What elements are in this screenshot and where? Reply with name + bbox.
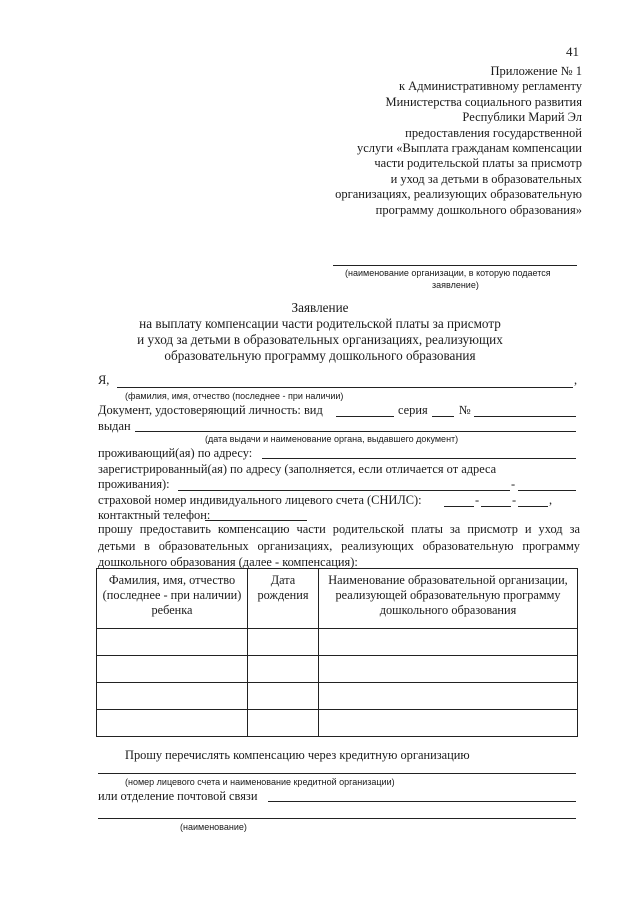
residence-label: проживания): [98, 477, 170, 491]
appendix-line: и уход за детьми в образовательных [390, 171, 582, 186]
cell-organization[interactable] [319, 629, 578, 656]
statement-heading: Заявление [291, 300, 349, 315]
cell-birthdate[interactable] [248, 710, 319, 737]
cell-organization[interactable] [319, 683, 578, 710]
cell-birthdate[interactable] [248, 656, 319, 683]
fio-caption: (фамилия, имя, отчество (последнее - при наличии) [125, 391, 344, 401]
snils-label: страховой номер индивидуального лицевого счета (СНИЛС): [98, 493, 422, 507]
issued-field[interactable] [135, 431, 576, 432]
fio-field[interactable] [117, 387, 573, 388]
doc-type-field[interactable] [336, 416, 394, 417]
request-paragraph: прошу предоставить компенсацию части родительской платы за присмотр и уход за детьми в образовательных организациях, реализующих образовательную программу дошкольного образования (далее - компенсация): [98, 522, 580, 569]
appendix-line: организациях, реализующих образовательную [335, 187, 582, 202]
doc-label: Документ, удостоверяющий личность: вид [98, 403, 323, 417]
series-field[interactable] [432, 416, 454, 417]
cell-fio[interactable] [97, 629, 248, 656]
cell-organization[interactable] [319, 656, 578, 683]
residing-field[interactable] [262, 458, 576, 459]
table-row [97, 656, 578, 683]
ya-label: Я, [98, 373, 110, 387]
appendix-line: Министерства социального развития [385, 94, 582, 109]
org-caption-2: заявление) [432, 280, 479, 290]
col-header-organization: Наименование образовательной организации, реализующей образовательную программу дошкольного образования [319, 569, 578, 629]
title-line-3: образовательную программу дошкольного образования [164, 348, 476, 363]
number-label: № [459, 403, 471, 417]
appendix-line: Республики Марий Эл [462, 110, 582, 125]
cell-organization[interactable] [319, 710, 578, 737]
series-label: серия [398, 403, 428, 417]
cell-fio[interactable] [97, 656, 248, 683]
post-name-field[interactable] [98, 818, 576, 819]
appendix-line: к Административному регламенту [398, 79, 582, 94]
cell-birthdate[interactable] [248, 683, 319, 710]
post-label: или отделение почтовой связи [98, 789, 258, 803]
org-name-line [333, 265, 577, 266]
snils-part-2[interactable] [481, 506, 511, 507]
phone-label: контактный телефон: [98, 508, 211, 522]
registered-field-2[interactable] [518, 490, 576, 491]
snils-part-3[interactable] [518, 506, 548, 507]
ya-comma: , [574, 373, 578, 387]
appendix-line: услуги «Выплата гражданам компенсации [357, 141, 582, 156]
number-field[interactable] [474, 416, 576, 417]
residing-label: проживающий(ая) по адресу: [98, 446, 253, 460]
cell-fio[interactable] [97, 710, 248, 737]
registered-field[interactable] [178, 490, 510, 491]
post-field[interactable] [268, 801, 576, 802]
payment-request: Прошу перечислять компенсацию через кредитную организацию [125, 748, 470, 762]
snils-part-1[interactable] [444, 506, 474, 507]
title-block [0, 300, 640, 364]
appendix-line: Приложение № 1 [490, 64, 582, 78]
cell-fio[interactable] [97, 683, 248, 710]
table-row [97, 629, 578, 656]
appendix-line: программу дошкольного образования» [375, 202, 582, 217]
org-caption-1: (наименование организации, в которую подается [345, 268, 551, 278]
appendix-line: предоставления государственной [405, 125, 582, 140]
title-line-1: на выплату компенсации части родительской платы за присмотр [139, 316, 501, 331]
table-row [97, 710, 578, 737]
title-line-2: и уход за детьми в образовательных организациях, реализующих [137, 332, 503, 347]
account-field[interactable] [98, 773, 576, 774]
appendix-block [292, 64, 582, 218]
name-caption: (наименование) [180, 822, 247, 832]
table-row [97, 683, 578, 710]
col-header-birthdate: Дата рождения [248, 569, 319, 629]
page-number: 41 [566, 44, 579, 59]
children-table [96, 568, 578, 737]
cell-birthdate[interactable] [248, 629, 319, 656]
appendix-line: части родительской платы за присмотр [374, 156, 582, 171]
issued-label: выдан [98, 419, 131, 433]
col-header-fio: Фамилия, имя, отчество (последнее - при наличии) ребенка [97, 569, 248, 629]
account-caption: (номер лицевого счета и наименование кредитной организации) [125, 777, 395, 787]
issued-caption: (дата выдачи и наименование органа, выдавшего документ) [205, 434, 459, 444]
registered-label: зарегистрированный(ая) по адресу (заполняется, если отличается от адреса [98, 462, 497, 476]
